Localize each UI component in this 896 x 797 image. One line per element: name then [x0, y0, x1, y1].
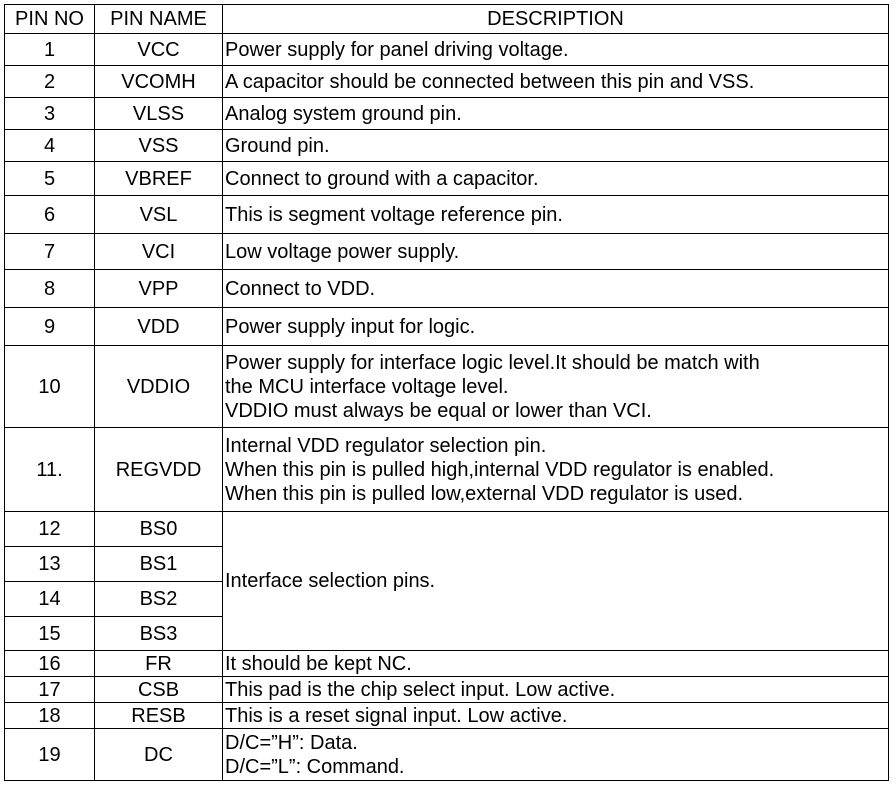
- pin-name: VCC: [95, 34, 223, 66]
- pin-name: DC: [95, 729, 223, 781]
- description-line: Internal VDD regulator selection pin.: [225, 434, 547, 457]
- pin-no: 18: [5, 703, 95, 729]
- pin-name: VSS: [95, 130, 223, 162]
- pin-name: CSB: [95, 677, 223, 703]
- table-row: [5, 512, 889, 547]
- pin-description: This pad is the chip select input. Low active.: [223, 677, 889, 703]
- table-row: [5, 729, 889, 781]
- table-row: [5, 234, 889, 270]
- pin-name: BS2: [95, 582, 223, 617]
- pin-name: VLSS: [95, 98, 223, 130]
- pin-name: VSL: [95, 196, 223, 234]
- pin-no: 11.: [5, 428, 95, 512]
- pin-no: 10: [5, 346, 95, 428]
- pin-table: [4, 4, 889, 781]
- header-row: [5, 5, 889, 34]
- table-row: [5, 651, 889, 677]
- header-description: DESCRIPTION: [223, 5, 889, 34]
- pin-no: 15: [5, 617, 95, 651]
- pin-no: 3: [5, 98, 95, 130]
- description-line: VDDIO must always be equal or lower than VCI.: [225, 399, 652, 422]
- table-row: [5, 346, 889, 428]
- pin-description: Connect to ground with a capacitor.: [223, 162, 889, 196]
- pin-name: BS0: [95, 512, 223, 547]
- pin-no: 14: [5, 582, 95, 617]
- pin-description: Analog system ground pin.: [223, 98, 889, 130]
- pin-name: VCOMH: [95, 66, 223, 98]
- pin-description: This is a reset signal input. Low active.: [223, 703, 889, 729]
- pin-description: [223, 428, 889, 512]
- header-pin-name: PIN NAME: [95, 5, 223, 34]
- pin-name: BS3: [95, 617, 223, 651]
- pin-description: This is segment voltage reference pin.: [223, 196, 889, 234]
- pin-name: BS1: [95, 547, 223, 582]
- pin-name: VBREF: [95, 162, 223, 196]
- pin-no: 7: [5, 234, 95, 270]
- pin-name: FR: [95, 651, 223, 677]
- description-line: D/C=”L”: Command.: [225, 755, 405, 778]
- table-row: [5, 66, 889, 98]
- pin-no: 6: [5, 196, 95, 234]
- table-row: [5, 34, 889, 66]
- pin-description: A capacitor should be connected between this pin and VSS.: [223, 66, 889, 98]
- pin-no: 8: [5, 270, 95, 308]
- pin-no: 19: [5, 729, 95, 781]
- pin-description: [223, 346, 889, 428]
- table-row: [5, 270, 889, 308]
- pin-no: 2: [5, 66, 95, 98]
- pin-description: [223, 729, 889, 781]
- pin-no: 16: [5, 651, 95, 677]
- pin-name: VPP: [95, 270, 223, 308]
- pin-name: RESB: [95, 703, 223, 729]
- table-row: [5, 677, 889, 703]
- description-line: When this pin is pulled high,internal VDD regulator is enabled.: [225, 458, 775, 481]
- pin-no: 1: [5, 34, 95, 66]
- pin-description: Interface selection pins.: [223, 512, 889, 651]
- table-row: [5, 703, 889, 729]
- table-row: [5, 308, 889, 346]
- table-row: [5, 428, 889, 512]
- description-line: Power supply for interface logic level.It should be match with: [225, 351, 760, 374]
- pin-description: Power supply for panel driving voltage.: [223, 34, 889, 66]
- table-row: [5, 130, 889, 162]
- pin-description: Power supply input for logic.: [223, 308, 889, 346]
- pin-no: 12: [5, 512, 95, 547]
- pin-name: VDDIO: [95, 346, 223, 428]
- table-row: [5, 196, 889, 234]
- pin-name: VDD: [95, 308, 223, 346]
- pin-name: VCI: [95, 234, 223, 270]
- pin-name: REGVDD: [95, 428, 223, 512]
- pin-no: 4: [5, 130, 95, 162]
- pin-description: It should be kept NC.: [223, 651, 889, 677]
- pin-no: 9: [5, 308, 95, 346]
- pin-description: Low voltage power supply.: [223, 234, 889, 270]
- table-row: [5, 162, 889, 196]
- pin-no: 5: [5, 162, 95, 196]
- pin-description: Connect to VDD.: [223, 270, 889, 308]
- header-pin-no: PIN NO: [5, 5, 95, 34]
- description-line: D/C=”H”: Data.: [225, 731, 358, 754]
- description-line: the MCU interface voltage level.: [225, 375, 509, 398]
- pin-no: 17: [5, 677, 95, 703]
- pin-description: Ground pin.: [223, 130, 889, 162]
- description-line: When this pin is pulled low,external VDD regulator is used.: [225, 482, 744, 505]
- pin-no: 13: [5, 547, 95, 582]
- table-row: [5, 98, 889, 130]
